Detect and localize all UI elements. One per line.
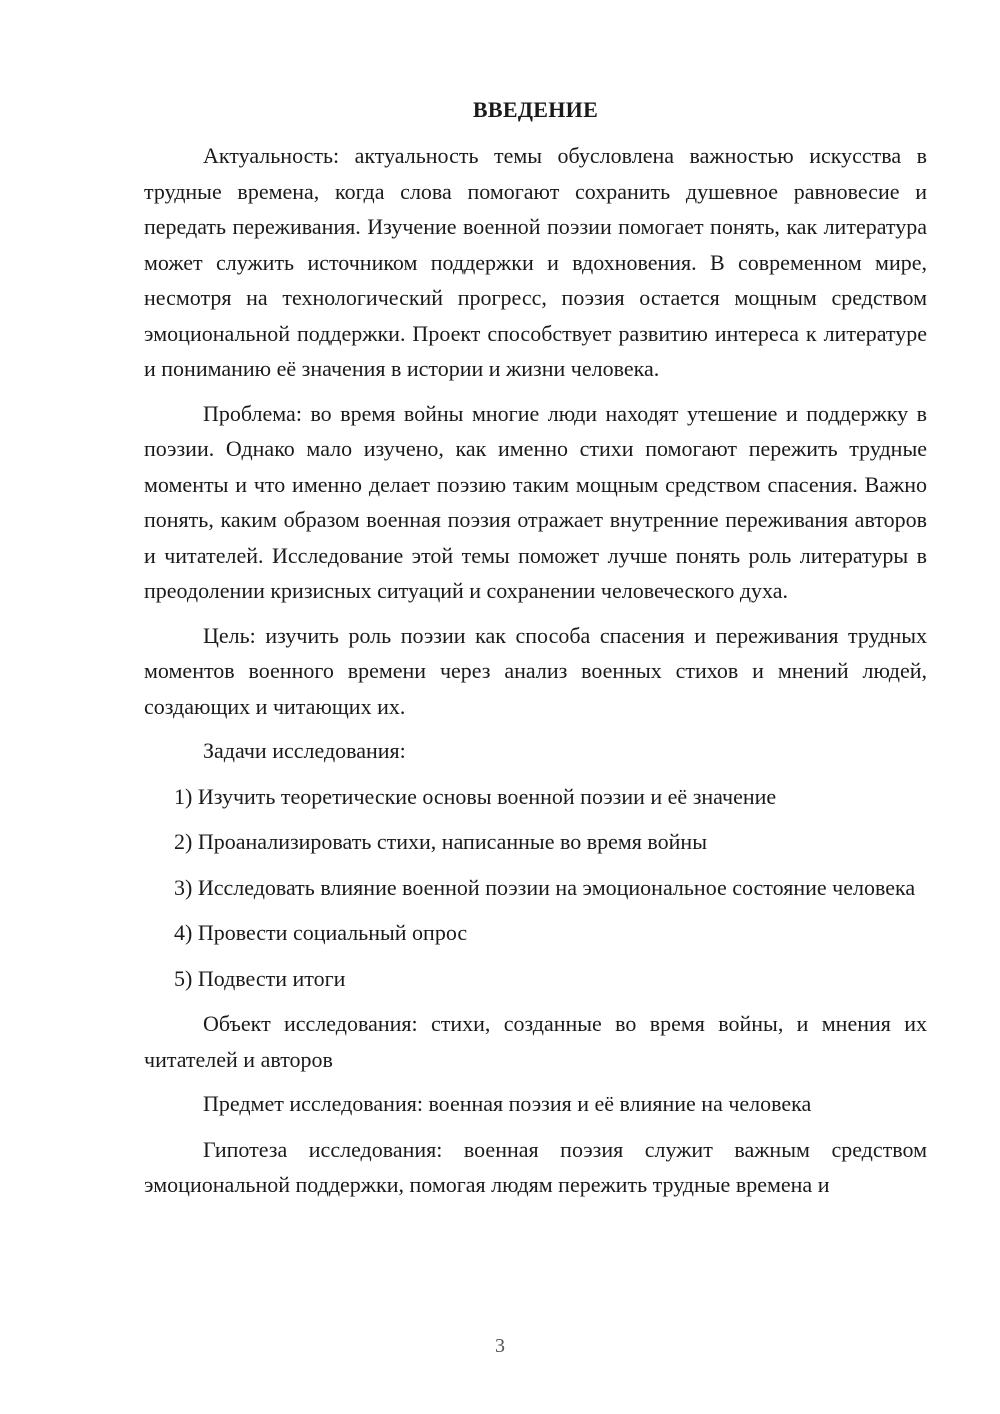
task-item: 5) Подвести итоги <box>174 965 346 991</box>
page-title: ВВЕДЕНИЕ <box>472 97 599 122</box>
task-item: 2) Проанализировать стихи, написанные во время войны <box>174 829 707 854</box>
paragraph-relevance: Актуальность: актуальность темы обусловлена важностью искусства в трудные времена, когда слова помогают сохранить душевное равновесие и передать переживания. Изучение военной поэзии помогает понять, как литература может служить источником поддержки и вдохновения. В современном мире, несмотря на технологический прогресс, поэзия остается мощным средством эмоциональной поддержки. Проект способствует развитию интереса к литературе и пониманию её значения в истории и жизни человека. <box>144 143 927 381</box>
document-page <box>144 96 927 1212</box>
paragraph-subject: Предмет исследования: военная поэзия и её влияние на человека <box>203 1091 812 1116</box>
task-item: 1) Изучить теоретические основы военной поэзии и её значение <box>174 783 777 809</box>
task-item: 3) Исследовать влияние военной поэзии на эмоциональное состояние человека <box>174 874 916 900</box>
paragraph-hypothesis: Гипотеза исследования: военная поэзия служит важным средством эмоциональной поддержки, помогая людям пережить трудные времена и <box>144 1136 927 1197</box>
tasks-heading: Задачи исследования: <box>203 738 406 763</box>
page-number: 3 <box>495 1335 505 1357</box>
task-item: 4) Провести социальный опрос <box>174 920 468 945</box>
paragraph-object: Объект исследования: стихи, созданные во время войны, и мнения их читателей и авторов <box>144 1011 927 1072</box>
paragraph-problem: Проблема: во время войны многие люди находят утешение и поддержку в поэзии. Однако мало изучено, как именно стихи помогают пережить трудные моменты и что именно делает поэзию таким мощным средством спасения. Важно понять, каким образом военная поэзия отражает внутренние переживания авторов и читателей. Исследование этой темы поможет лучше понять роль литературы в преодолении кризисных ситуаций и сохранении человеческого духа. <box>144 400 927 603</box>
paragraph-goal: Цель: изучить роль поэзии как способа спасения и переживания трудных моментов военного времени через анализ военных стихов и мнений людей, создающих и читающих их. <box>144 622 927 719</box>
